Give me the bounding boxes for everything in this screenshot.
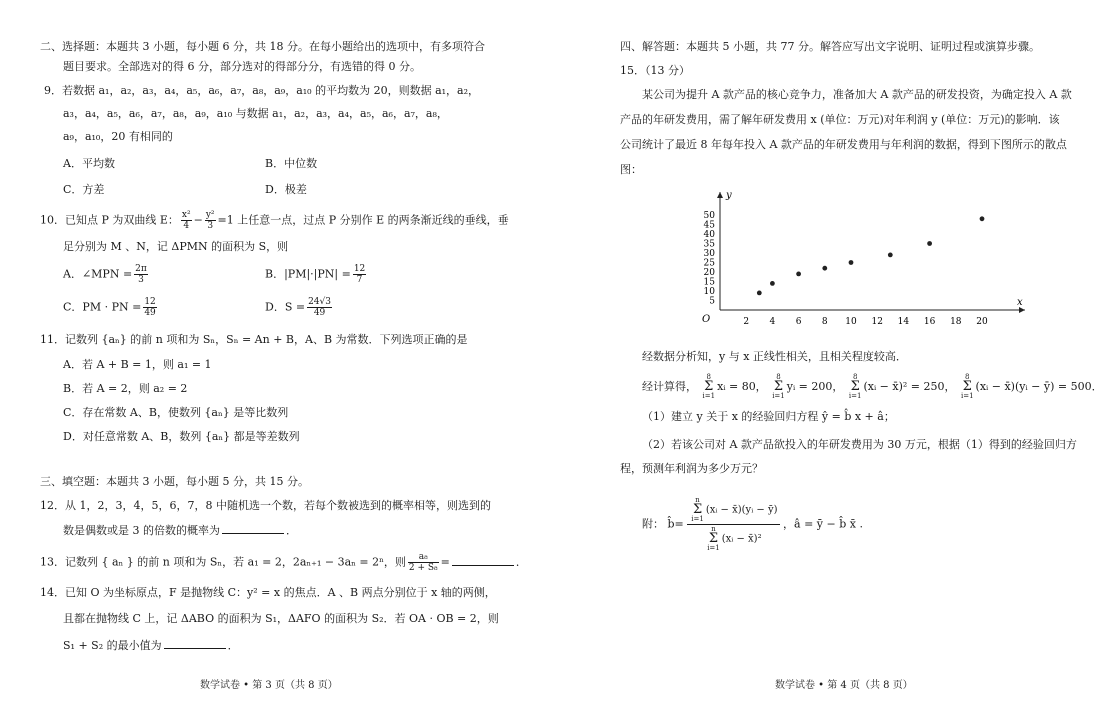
q9-option-a: A．平均数 (63, 157, 115, 170)
page-footer: 数学试卷 • 第 4 页（共 8 页） (775, 680, 913, 691)
data-point (770, 281, 775, 286)
origin-label: O (702, 314, 711, 325)
x-tick-label: 18 (950, 317, 962, 327)
q15-part2-line2: 程，预测年利润为多少万元？ (620, 462, 763, 475)
x-ticks (743, 317, 988, 327)
data-points (757, 216, 985, 295)
q10-line2: 足分别为 M 、N，记 ΔPMN 的面积为 S，则 (63, 240, 289, 253)
q14-line2: 且都在抛物线 C 上，记 ΔABO 的面积为 S₁，ΔAFO 的面积为 S₂．若 OA · OB = 2，则 (63, 612, 499, 625)
q15-para1: 某公司为提升 A 款产品的核心竞争力，准备加大 A 款产品的研发投资，为确定投入 A 款 (642, 88, 1072, 101)
y-tick-label: 30 (703, 249, 715, 259)
q13: 13．记数列 { aₙ } 的前 n 项和为 Sₙ，若 a₁ = 2，2aₙ₊₁ − 3aₙ = 2ⁿ，则 $\frac{\text{a₈}}{\text{2 + S₈}}$ = ． (40, 552, 527, 573)
q10-option-b: B．|PM|·|PN| = $\frac{12}{7}$ (265, 264, 366, 285)
q9-option-b: B．中位数 (265, 157, 318, 170)
q11-stem: 11．记数列 {aₙ} 的前 n 项和为 Sₙ，Sₙ = An + B，A、B 为常数．下列选项正确的是 (40, 333, 468, 346)
q9-line1: 9．若数据 a₁，a₂，a₃，a₄，a₅，a₆，a₇，a₈，a₉，a₁₀ 的平均数为 20，则数据 a₁，a₂， (44, 84, 480, 97)
axes (702, 190, 1025, 325)
q9-option-d: D．极差 (265, 183, 307, 196)
data-point (757, 291, 762, 296)
q15-para3: 公司统计了最近 8 年每年投入 A 款产品的年研发费用与年利润的数据，得到下图所示的散点 (620, 138, 1067, 151)
sum-symbol: 8 Σ i=1 (702, 373, 716, 400)
x-tick-label: 14 (897, 317, 910, 327)
q11-option-d: D．对任意常数 A、B，数列 {aₙ} 都是等差数列 (63, 430, 300, 443)
y-tick-label: 10 (703, 287, 715, 297)
x-axis-label: x (1017, 297, 1023, 308)
x-tick-label: 10 (845, 317, 857, 327)
section-3-header: 三、填空题：本题共 3 小题，每小题 5 分，共 15 分。 (40, 475, 309, 488)
y-tick-label: 45 (703, 220, 715, 231)
q15-number: 15．（13 分） (620, 64, 690, 77)
q15-part2-line1: （2）若该公司对 A 款产品欲投入的年研发费用为 30 万元，根据（1）得到的经验回归方 (642, 438, 1077, 451)
section-4-header: 四、解答题：本题共 5 小题，共 77 分。解答应写出文字说明、证明过程或演算步骤。 (620, 40, 1040, 53)
y-ticks (704, 211, 716, 307)
sum-symbol: 8 Σ i=1 (848, 373, 862, 400)
y-axis-label: y (726, 190, 732, 201)
left-page (0, 0, 540, 707)
x-tick-label: 4 (769, 317, 776, 327)
answer-blank (222, 523, 284, 534)
x-tick-label: 2 (743, 317, 750, 327)
y-tick-label: 50 (703, 211, 715, 221)
y-axis-arrow (717, 192, 723, 198)
right-page (540, 0, 1103, 707)
q12-line1: 12．从 1，2，3，4，5，6，7，8 中随机选一个数，若每个数被选到的概率相等，则选到的 (40, 499, 491, 512)
slope-formula: n Σ i=1(xᵢ − x̄)(yᵢ − ȳ) n Σ i=1(xᵢ − x̄)² (687, 497, 779, 552)
q11-option-c: C．存在常数 A、B，使数列 {aₙ} 是等比数列 (63, 406, 289, 419)
q15-calc: 经计算得， 8 Σ i=1xᵢ = 80， 8 Σ i=1yᵢ = 200， 8 Σ i=1(xᵢ − x̄)² = 250， 8 Σ i=1(xᵢ − x̄)(yᵢ − ȳ) = 500． (642, 373, 1103, 400)
data-point (980, 216, 985, 221)
data-point (927, 241, 932, 246)
q15-para4: 图： (620, 163, 642, 176)
scatter-plot (680, 180, 1040, 330)
section-2-header-cont: 题目要求。全部选对的得 6 分，部分选对的得部分分，有选错的得 0 分。 (63, 60, 421, 73)
q10-option-d: D．S = $\frac{24√3}{49}$ (265, 297, 331, 318)
answer-blank (164, 638, 226, 649)
y-tick-label: 20 (703, 268, 715, 278)
q15-part1: （1）建立 y 关于 x 的经验回归方程 ŷ = b̂ x + â； (642, 410, 895, 423)
x-tick-label: 20 (976, 317, 988, 327)
q9-line3: a₉，a₁₀，20 有相同的 (63, 130, 173, 143)
q15-para2: 产品的年研发费用，需了解年研发费用 x (单位：万元)对年利润 y (单位：万元)的影响．该 (620, 113, 1060, 126)
fraction: $\frac{\text{x²}}{4}$ (181, 210, 191, 231)
y-tick-label: 5 (709, 296, 715, 307)
q9-line2: a₃，a₄，a₅，a₆，a₇，a₈，a₉，a₁₀ 与数据 a₁，a₂，a₃，a₄，a₅，a₆，a₇，a₈， (63, 107, 448, 120)
y-tick-label: 15 (703, 277, 715, 288)
q11-option-b: B．若 A = 2，则 a₂ = 2 (63, 382, 188, 395)
y-tick-label: 35 (703, 239, 715, 250)
q10-line1: 10．已知点 P 为双曲线 E： $\frac{\text{x²}}{4}$ − $\frac{\text{y²}}{3}$ =1 上任意一点，过点 P 分别作 E 的两条渐近线的垂线，垂 (40, 210, 509, 231)
q10-option-a: A．∠MPN = $\frac{2\pi}{3}$ (63, 264, 147, 285)
answer-blank (452, 555, 514, 566)
data-point (849, 260, 854, 265)
section-2-header: 二、选择题：本题共 3 小题，每小题 6 分，共 18 分。在每小题给出的选项中，有多项符合 (40, 40, 485, 53)
sum-symbol: 8 Σ i=1 (960, 373, 974, 400)
q14-line3: S₁ + S₂ 的最小值为 ． (63, 639, 239, 652)
q12-line2: 数是偶数或是 3 的倍数的概率为 ． (63, 524, 297, 537)
data-point (822, 266, 827, 271)
q11-option-a: A．若 A + B = 1，则 a₁ = 1 (63, 358, 212, 371)
x-tick-label: 8 (821, 317, 828, 327)
attachment-formula: 附： b̂= n Σ i=1(xᵢ − x̄)(yᵢ − ȳ) n Σ i=1(xᵢ − x̄)² ，â = ȳ − b̂ x̄ . (642, 496, 863, 552)
y-tick-label: 40 (703, 230, 715, 240)
fraction: $\frac{\text{y²}}{3}$ (205, 210, 215, 231)
page-footer: 数学试卷 • 第 3 页（共 8 页） (200, 680, 338, 691)
q9-option-c: C．方差 (63, 183, 105, 196)
q14-line1: 14．已知 O 为坐标原点，F 是抛物线 C：y² = x 的焦点．A 、B 两点分别位于 x 轴的两侧， (40, 586, 496, 599)
data-point (796, 272, 801, 277)
x-tick-label: 6 (795, 317, 802, 327)
data-point (888, 253, 893, 258)
x-tick-label: 12 (871, 317, 883, 327)
sum-symbol: 8 Σ i=1 (772, 373, 785, 400)
q15-analysis: 经数据分析知，y 与 x 正线性相关，且相关程度较高． (642, 350, 907, 363)
q10-option-c: C．PM · PN = $\frac{12}{49}$ (63, 297, 156, 318)
y-tick-label: 25 (703, 258, 715, 269)
x-tick-label: 16 (923, 317, 936, 327)
